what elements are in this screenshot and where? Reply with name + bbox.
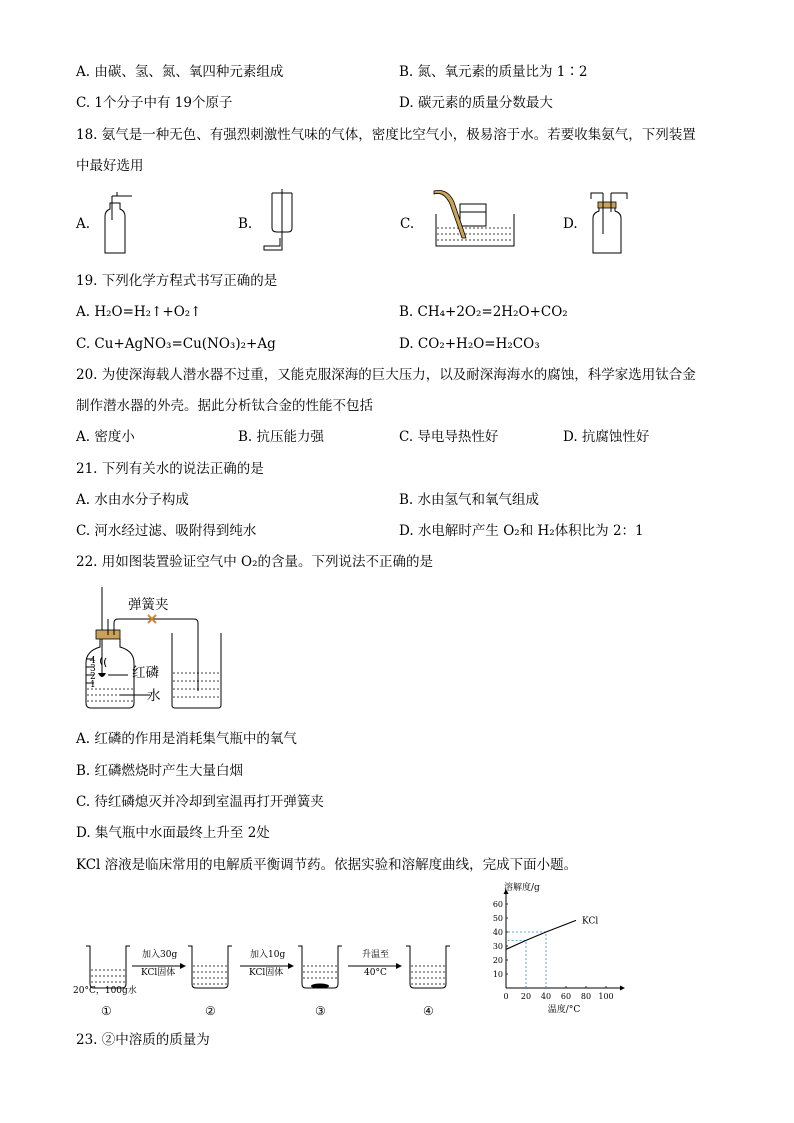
q19-option-c: C. Cu+AgNO₃=Cu(NO₃)₂+Ag <box>76 336 276 352</box>
q18-label-c: C. <box>400 216 415 232</box>
beaker-1 <box>86 946 130 988</box>
apparatus-c-figure <box>432 190 520 250</box>
red-phosphorus-label: 红磷 <box>132 665 159 681</box>
q20-option-b: B. 抗压能力强 <box>238 429 325 445</box>
mark-4: 4 <box>90 656 96 666</box>
beaker-4 <box>406 946 450 988</box>
q17-option-b: B. 氮、氧元素的质量比为 1∶2 <box>399 64 588 80</box>
x-tick-label: 60 <box>560 992 572 1001</box>
q19-stem: 19. 下列化学方程式书写正确的是 <box>76 273 278 289</box>
y-tick-label: 40 <box>492 928 503 937</box>
q18-label-d: D. <box>563 216 578 232</box>
step3-bottom-label: 40°C <box>364 968 387 978</box>
q21-stem: 21. 下列有关水的说法正确的是 <box>76 461 264 477</box>
series-label-kcl: KCl <box>582 916 599 927</box>
step1-top-label: 加入30g <box>142 950 178 960</box>
q21-option-c: C. 河水经过滤、吸附得到纯水 <box>76 523 257 539</box>
x-tick-label: 80 <box>580 992 592 1001</box>
q20-stem-line1: 20. 为使深海载人潜水器不过重，又能克服深海的巨大压力，以及耐深海海水的腐蚀，科学家选用钛合金 <box>76 367 696 383</box>
q22-option-c: C. 待红磷熄灭并冷却到室温再打开弹簧夹 <box>76 794 324 810</box>
x-tick-label: 0 <box>503 992 509 1001</box>
q21-option-a: A. 水由水分子构成 <box>76 492 189 508</box>
water-label: 水 <box>147 688 161 704</box>
q20-stem-line2: 制作潜水器的外壳。据此分析钛合金的性能不包括 <box>76 398 373 414</box>
y-tick-label: 30 <box>492 942 503 951</box>
q23-stem: 23. ②中溶质的质量为 <box>76 1032 210 1048</box>
q17-option-c: C. 1个分子中有 19个原子 <box>76 95 233 111</box>
beaker-3 <box>298 946 342 989</box>
solubility-chart <box>478 884 638 1016</box>
step2-top-label: 加入10g <box>250 950 286 960</box>
step2-bottom-label: KCl固体 <box>249 968 284 978</box>
step1-bottom-label: KCl固体 <box>141 968 176 978</box>
apparatus-d-figure <box>583 190 633 258</box>
q21-option-d: D. 水电解时产生 O₂和 H₂体积比为 2：1 <box>399 523 644 539</box>
beaker-4-label: ④ <box>423 1004 434 1018</box>
y-tick-label: 10 <box>492 970 503 979</box>
beaker-2-label: ② <box>205 1004 216 1018</box>
q19-option-b: B. CH₄+2O₂=2H₂O+CO₂ <box>399 304 568 320</box>
spring-clip-label: 弹簧夹 <box>128 597 169 613</box>
q21-option-b: B. 水由氢气和氧气组成 <box>399 492 540 508</box>
y-tick-label: 60 <box>492 900 503 909</box>
mark-1: 1 <box>90 680 96 690</box>
beaker-1-label: ① <box>101 1004 112 1018</box>
initial-condition-label: 20°C，100g水 <box>73 986 137 996</box>
mark-2: 2 <box>90 672 96 682</box>
q22-option-b: B. 红磷燃烧时产生大量白烟 <box>76 763 244 779</box>
y-tick-label: 20 <box>492 956 503 965</box>
q18-stem-line2: 中最好选用 <box>76 158 144 174</box>
x-tick-label: 100 <box>598 992 614 1001</box>
q22-option-a: A. 红磷的作用是消耗集气瓶中的氧气 <box>76 731 297 747</box>
x-axis-label: 温度/°C <box>547 1005 581 1015</box>
y-axis-label: 溶解度/g <box>504 883 540 893</box>
beaker-3-label: ③ <box>315 1004 326 1018</box>
beaker-2 <box>188 946 232 988</box>
q18-stem-line1: 18. 氨气是一种无色、有强烈刺激性气味的气体，密度比空气小，极易溶于水。若要收集氨气，下列装置 <box>76 127 696 143</box>
q17-option-a: A. 由碳、氢、氮、氧四种元素组成 <box>76 64 284 80</box>
q17-option-d: D. 碳元素的质量分数最大 <box>399 95 553 111</box>
q18-label-a: A. <box>76 216 91 232</box>
kcl-intro: KCl 溶液是临床常用的电解质平衡调节药。依据实验和溶解度曲线，完成下面小题。 <box>76 857 578 873</box>
apparatus-a-figure <box>96 190 136 258</box>
q20-option-d: D. 抗腐蚀性好 <box>563 429 650 445</box>
x-tick-label: 20 <box>520 992 532 1001</box>
q22-option-d: D. 集气瓶中水面最终上升至 2处 <box>76 825 270 841</box>
step3-top-label: 升温至 <box>362 950 390 960</box>
q18-label-b: B. <box>238 216 253 232</box>
q19-option-d: D. CO₂+H₂O=H₂CO₃ <box>399 336 540 352</box>
y-tick-label: 50 <box>492 914 503 923</box>
mark-3: 3 <box>90 664 96 674</box>
x-axis-arrow <box>620 986 625 991</box>
q20-option-a: A. 密度小 <box>76 429 135 445</box>
apparatus-b-figure <box>258 188 300 256</box>
q19-option-a: A. H₂O=H₂↑+O₂↑ <box>76 304 202 320</box>
series-line-kcl <box>506 920 576 949</box>
q22-stem: 22. 用如图装置验证空气中 O₂的含量。下列说法不正确的是 <box>76 554 434 570</box>
q20-option-c: C. 导电导热性好 <box>399 429 499 445</box>
x-tick-label: 40 <box>540 992 552 1001</box>
